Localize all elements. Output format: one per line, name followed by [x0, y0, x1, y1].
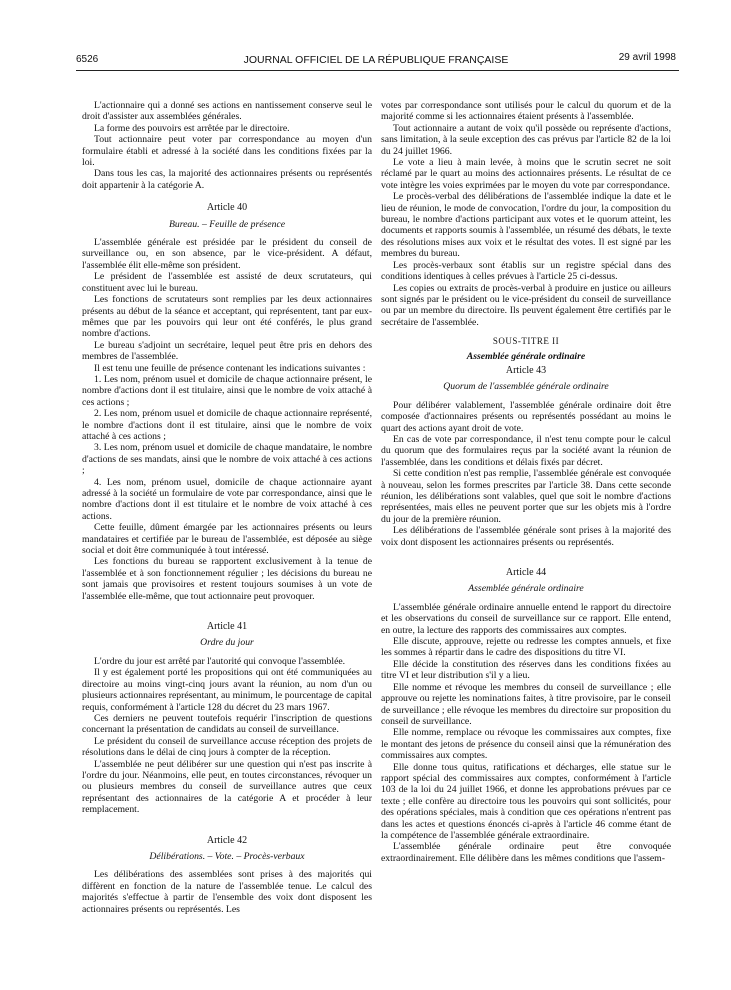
paragraph: Le bureau s'adjoint un secrétaire, lequel peut être pris en dehors des membres de l'assemblée.: [82, 339, 372, 363]
paragraph: Il y est également porté les propositions qui ont été communiquées au directoire au moins vingt-cinq jours avant la réunion, au nom d'un ou plusieurs actionnaires représentant, au minimum, le pourcentage de capital requis, conformément à l'article 128 du décret du 23 mars 1967.: [82, 667, 372, 713]
paragraph: Si cette condition n'est pas remplie, l'assemblée générale est convoquée à nouveau, selon les formes prescrites par l'article 38. Dans cette seconde réunion, les délibérations sont valables, quel que soit le nombre d'actions représentées, mais elles ne peuvent porter que sur les objets mis à l'ordre du jour de la première réunion.: [381, 468, 671, 525]
paragraph: L'assemblée générale ordinaire annuelle entend le rapport du directoire et les observations du conseil de surveillance sur ce rapport. Elle entend, en outre, la lecture des rapports des commissaires aux comptes.: [381, 601, 671, 636]
paragraph: L'actionnaire qui a donné ses actions en nantissement conserve seul le droit d'assister aux assemblées générales.: [82, 100, 372, 123]
paragraph: Les fonctions de scrutateurs sont remplies par les deux actionnaires présents au début de la séance et acceptant, qui représentent, tant par eux-mêmes que par les pouvoirs qui leur ont été conférés, le plus grand nombre d'actions.: [82, 294, 372, 340]
article-44-subtitle: Assemblée générale ordinaire: [468, 583, 584, 595]
paragraph: Dans tous les cas, la majorité des actionnaires présents ou représentés doit appartenir à la catégorie A.: [82, 168, 372, 191]
article-40-title: Article 40: [206, 202, 248, 214]
article-43-title: Article 43: [505, 364, 547, 376]
paragraph: Elle nomme et révoque les membres du conseil de surveillance ; elle approuve ou rejette les nominations faites, à titre provisoire, par le conseil de surveillance ; elle révoque les membres du directoire sur proposition du conseil de surveillance.: [381, 681, 671, 727]
list-item: 2. Les nom, prénom usuel et domicile de chaque actionnaire représenté, le nombre d'actions dont il est titulaire, ainsi que le nombre de voix attaché à ces actions ;: [82, 408, 372, 442]
paragraph: Elle donne tous quitus, ratifications et décharges, elle statue sur le rapport spécial des commissaires aux comptes, conformément à l'article 103 de la loi du 24 juillet 1966, et donne les approbations prévues par ce texte ; elle confère au directoire tous les pouvoirs qui sont sollicités, pour des opérations spéciales, mais à condition que ces opérations n'entrent pas dans les actes et questions énoncés ci-après à l'article 46 comme étant de la compétence de l'assemblée générale extraordinaire.: [381, 761, 671, 841]
header-rule: [76, 70, 679, 71]
paragraph: Il est tenu une feuille de présence contenant les indications suivantes :: [94, 362, 366, 374]
paragraph: Elle décide la constitution des réserves dans les conditions fixées au titre VI et leur distribution s'il y a lieu.: [381, 658, 671, 682]
subtitle-name: Assemblée générale ordinaire: [466, 350, 586, 362]
right-column: [381, 100, 671, 985]
article-41-title: Article 41: [206, 621, 248, 633]
paragraph: Le président du conseil de surveillance accuse réception des projets de résolutions dans le délai de cinq jours à compter de la réception.: [82, 735, 372, 759]
article-42-subtitle: Délibérations. – Vote. – Procès-verbaux: [149, 850, 305, 862]
paragraph: Les copies ou extraits de procès-verbal à produire en justice ou ailleurs sont signés par le président ou le vice-président du conseil de surveillance ou par un membre du directoire. Ils peuvent également être certifiés par le secrétaire de l'assemblée.: [381, 282, 671, 328]
article-44-title: Article 44: [505, 567, 547, 579]
paragraph: L'ordre du jour est arrêté par l'autorité qui convoque l'assemblée.: [94, 655, 346, 667]
article-43-subtitle: Quorum de l'assemblée générale ordinaire: [443, 381, 609, 393]
journal-title: JOURNAL OFFICIEL DE LA RÉPUBLIQUE FRANÇAISE: [243, 54, 509, 66]
paragraph: L'assemblée générale est présidée par le président du conseil de surveillance ou, en son absence, par le vice-président. A défaut, l'assemblée élit elle-même son président.: [82, 237, 372, 271]
paragraph: Tout actionnaire a autant de voix qu'il possède ou représente d'actions, sans limitation, à la seule exception des cas prévus par l'article 82 de la loi du 24 juillet 1966.: [381, 122, 671, 157]
article-41-subtitle: Ordre du jour: [200, 637, 254, 649]
paragraph: Les délibérations des assemblées sont prises à des majorités qui diffèrent en fonction de la nature de l'assemblée tenue. Le calcul des majorités s'effectue à partir de l'ensemble des voix dont disposent les actionnaires présents ou représentés. Les: [82, 869, 372, 915]
page-number: 6526: [76, 54, 99, 65]
paragraph: Elle nomme, remplace ou révoque les commissaires aux comptes, fixe le montant des jetons de présence du conseil ainsi que la rémunération des commissaires aux comptes.: [381, 727, 671, 762]
paragraph: votes par correspondance sont utilisés pour le calcul du quorum et de la majorité comme si les actionnaires étaient présents à l'assemblée.: [381, 100, 671, 123]
paragraph: En cas de vote par correspondance, il n'est tenu compte pour le calcul du quorum que des formulaires reçus par la société avant la réunion de l'assemblée, dans les conditions et délais fixés par décret.: [381, 433, 671, 468]
publication-date: 29 avril 1998: [618, 52, 676, 63]
paragraph: Le procès-verbal des délibérations de l'assemblée indique la date et le lieu de réunion, le mode de convocation, l'ordre du jour, la composition du bureau, le nombre d'actions participant aux votes et le quorum atteint, les documents et rapports soumis à l'assemblée, un résumé des débats, le texte des résolutions mises aux voix et le résultat des votes. Il est signé par les membres du bureau.: [381, 191, 671, 260]
paragraph: Ces derniers ne peuvent toutefois requérir l'inscription de questions concernant la présentation de candidats au conseil de surveillance.: [82, 712, 372, 736]
paragraph: Le vote a lieu à main levée, à moins que le scrutin secret ne soit réclamé par le quart au moins des actionnaires présents. Le résultat de ce vote intègre les voies exprimées par le moyen du vote par correspondance.: [381, 157, 671, 191]
paragraph: Pour délibérer valablement, l'assemblée générale ordinaire doit être composée d'actionnaires présents ou représentés possédant au moins le quart des actions ayant droit de vote.: [381, 399, 671, 434]
paragraph: Tout actionnaire peut voter par correspondance au moyen d'un formulaire établi et adressé à la société dans les conditions fixées par la loi.: [82, 134, 372, 169]
list-item: 4. Les nom, prénom usuel, domicile de chaque actionnaire ayant adressé à la société un formulaire de vote par correspondance, ainsi que le nombre d'actions dont il est titulaire et le nombre de voix attaché à ces actions.: [82, 476, 372, 522]
paragraph: Les fonctions du bureau se rapportent exclusivement à la tenue de l'assemblée et à son fonctionnement régulier ; les décisions du bureau ne sont jamais que provisoires et restent toujours soumises à un vote de l'assemblée elle-même, que tout actionnaire peut provoquer.: [82, 556, 372, 602]
paragraph: Le président de l'assemblée est assisté de deux scrutateurs, qui constituent avec lui le bureau.: [82, 271, 372, 294]
paragraph: L'assemblée générale ordinaire peut être convoquée extraordinairement. Elle délibère dans les mêmes conditions que l'assem-: [381, 841, 671, 864]
article-42-title: Article 42: [206, 834, 248, 846]
list-item: 3. Les nom, prénom usuel et domicile de chaque mandataire, le nombre d'actions de ses mandats, ainsi que le nombre de voix attaché à ces actions ;: [82, 442, 372, 477]
subtitle-heading: SOUS-TITRE II: [492, 336, 560, 347]
paragraph: L'assemblée ne peut délibérer sur une question qui n'est pas inscrite à l'ordre du jour. Néanmoins, elle peut, en toutes circonstances, révoquer un ou plusieurs membres du conseil de surveillance autres que ceux représentant des actionnaires de la catégorie A et procéder à leur remplacement.: [82, 758, 372, 816]
page-header: [76, 50, 676, 70]
paragraph: Les délibérations de l'assemblée générale sont prises à la majorité des voix dont disposent les actionnaires présents ou représentés.: [381, 525, 671, 548]
paragraph: Elle discute, approuve, rejette ou redresse les comptes annuels, et fixe les sommes à répartir dans le cadre des dispositions du titre VI.: [381, 636, 671, 659]
paragraph: La forme des pouvoirs est arrêtée par le directoire.: [94, 122, 290, 134]
list-item: 1. Les nom, prénom usuel et domicile de chaque actionnaire présent, le nombre d'actions dont il est titulaire, ainsi que le nombre de voix attaché à ces actions ;: [82, 373, 372, 408]
article-40-subtitle: Bureau. – Feuille de présence: [168, 218, 286, 230]
paragraph: Les procès-verbaux sont établis sur un registre spécial dans des conditions identiques à celles prévues à l'article 25 ci-dessus.: [381, 259, 671, 283]
left-column: [82, 100, 372, 980]
paragraph: Cette feuille, dûment émargée par les actionnaires présents ou leurs mandataires et certifiée par le bureau de l'assemblée, est déposée au siège social et doit être communiquée à tout intéressé.: [82, 522, 372, 557]
